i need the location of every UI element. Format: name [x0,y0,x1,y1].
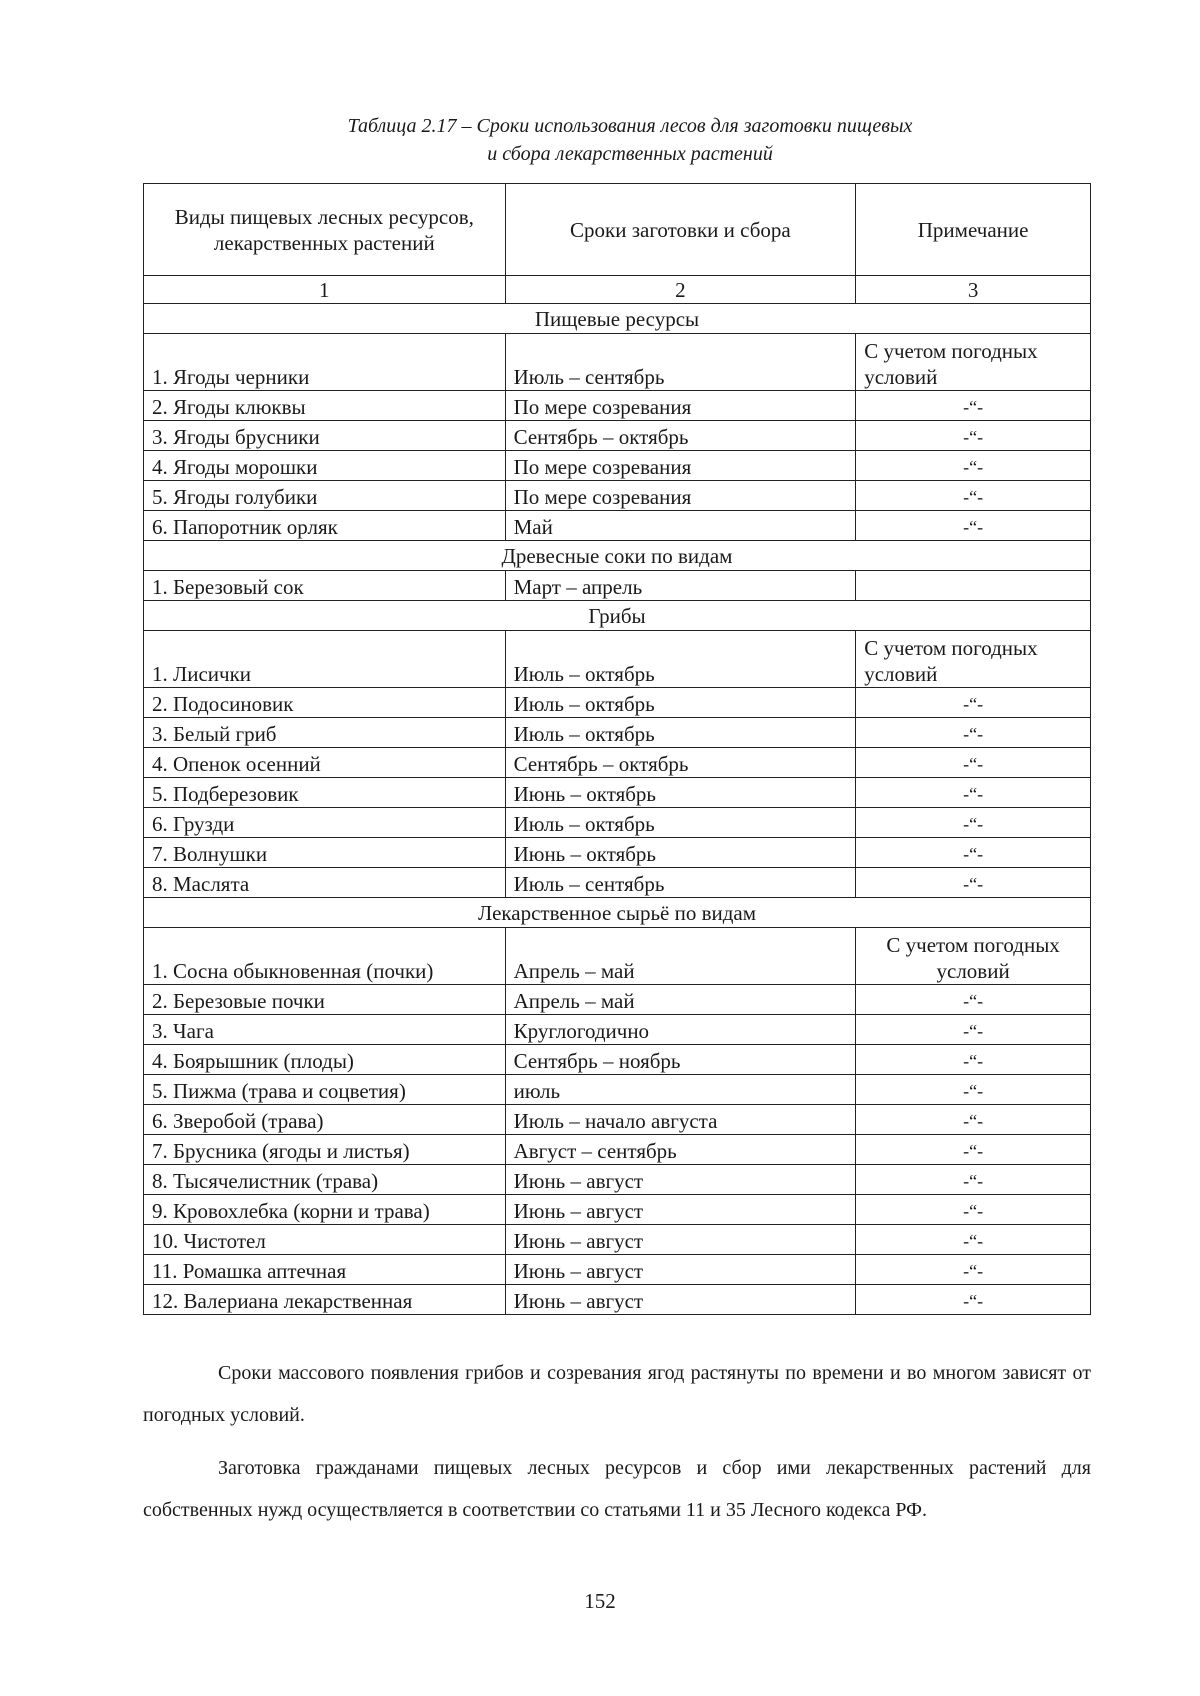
cell-note: С учетом погодных условий [856,631,1091,688]
section-title: Грибы [144,601,1091,631]
cell-period: Август – сентябрь [505,1135,856,1165]
section-title: Древесные соки по видам [144,541,1091,571]
cell-name: 5. Пижма (трава и соцветия) [144,1075,506,1105]
cell-period: По мере созревания [505,481,856,511]
table-row [144,1105,1091,1135]
cell-note: -“- [856,718,1091,748]
cell-period: Июль – октябрь [505,718,856,748]
table-row [144,1135,1091,1165]
cell-name: 2. Ягоды клюквы [144,391,506,421]
table-row [144,1045,1091,1075]
section-header-row [144,304,1091,334]
cell-name: 3. Чага [144,1015,506,1045]
cell-note: -“- [856,778,1091,808]
cell-period: Июль – начало августа [505,1105,856,1135]
cell-period: Июнь – октябрь [505,838,856,868]
table-caption [0,112,1200,168]
table-row [144,1225,1091,1255]
cell-name: 2. Березовые почки [144,985,506,1015]
table-row [144,778,1091,808]
cell-period: Апрель – май [505,928,856,985]
cell-period: Июнь – август [505,1255,856,1285]
cell-note: -“- [856,808,1091,838]
cell-period: Март – апрель [505,571,856,601]
paragraph-text: Сроки массового появления грибов и созревания ягод растянуты по времени и во многом зависят от погодных условий. [143,1362,1091,1426]
cell-note: С учетом погодных условий [856,334,1091,391]
cell-note: -“- [856,838,1091,868]
column-number: 3 [856,276,1091,304]
table-row [144,808,1091,838]
cell-name: 8. Маслята [144,868,506,898]
cell-note: -“- [856,985,1091,1015]
table-row [144,838,1091,868]
section-header-row [144,541,1091,571]
cell-name: 4. Опенок осенний [144,748,506,778]
cell-name: 3. Белый гриб [144,718,506,748]
column-number: 1 [144,276,506,304]
cell-period: Июнь – август [505,1285,856,1315]
cell-period: Апрель – май [505,985,856,1015]
cell-note: -“- [856,1255,1091,1285]
cell-note: -“- [856,1135,1091,1165]
header-cell-species: Виды пищевых лесных ресурсов, лекарственных растений [144,184,506,276]
cell-name: 5. Подберезовик [144,778,506,808]
cell-name: 4. Ягоды морошки [144,451,506,481]
cell-note: С учетом погодных условий [856,928,1091,985]
table-row [144,1015,1091,1045]
table-row [144,1075,1091,1105]
table-row [144,391,1091,421]
column-number: 2 [505,276,856,304]
caption-line-1: Таблица 2.17 – Сроки использования лесов для заготовки пищевых [347,115,913,137]
cell-name: 8. Тысячелистник (трава) [144,1165,506,1195]
table-row [144,928,1091,985]
cell-note: -“- [856,511,1091,541]
table-row [144,868,1091,898]
cell-note: -“- [856,1195,1091,1225]
cell-name: 10. Чистотел [144,1225,506,1255]
header-cell-note: Примечание [856,184,1091,276]
cell-note: -“- [856,451,1091,481]
table-row [144,481,1091,511]
table-row [144,718,1091,748]
table-row [144,1285,1091,1315]
header-cell-period: Сроки заготовки и сбора [505,184,856,276]
section-title: Лекарственное сырьё по видам [144,898,1091,928]
table-row [144,1255,1091,1285]
cell-name: 1. Березовый сок [144,571,506,601]
cell-period: Июль – сентябрь [505,868,856,898]
table-row [144,421,1091,451]
section-header-row [144,898,1091,928]
table-header-row [144,184,1091,276]
cell-name: 7. Волнушки [144,838,506,868]
section-header-row [144,601,1091,631]
cell-note [856,571,1091,601]
page-number: 152 [584,1589,616,1613]
cell-name: 5. Ягоды голубики [144,481,506,511]
table-row [144,1195,1091,1225]
cell-period: Июль – октябрь [505,688,856,718]
cell-note: -“- [856,748,1091,778]
column-number-row [144,276,1091,304]
cell-period: По мере созревания [505,391,856,421]
table-row [144,985,1091,1015]
table-row [144,631,1091,688]
cell-name: 6. Папоротник орляк [144,511,506,541]
cell-period: Июнь – август [505,1165,856,1195]
cell-name: 3. Ягоды брусники [144,421,506,451]
cell-name: 1. Сосна обыкновенная (почки) [144,928,506,985]
harvest-periods-table [143,183,1091,1315]
table-row [144,571,1091,601]
section-title: Пищевые ресурсы [144,304,1091,334]
cell-period: Июнь – август [505,1195,856,1225]
cell-name: 4. Боярышник (плоды) [144,1045,506,1075]
cell-name: 1. Ягоды черники [144,334,506,391]
cell-note: -“- [856,1015,1091,1045]
cell-period: Июль – октябрь [505,631,856,688]
cell-note: -“- [856,1165,1091,1195]
cell-note: -“- [856,1105,1091,1135]
cell-period: По мере созревания [505,451,856,481]
cell-name: 12. Валериана лекарственная [144,1285,506,1315]
cell-note: -“- [856,868,1091,898]
table-row [144,511,1091,541]
cell-note: -“- [856,1045,1091,1075]
cell-period: Май [505,511,856,541]
table-row [144,451,1091,481]
caption-line-2: и сбора лекарственных растений [487,143,773,165]
cell-note: -“- [856,688,1091,718]
cell-period: Июнь – октябрь [505,778,856,808]
cell-name: 9. Кровохлебка (корни и трава) [144,1195,506,1225]
paragraph-text: Заготовка гражданами пищевых лесных ресурсов и сбор ими лекарственных растений для собственных нужд осуществляется в соответствии со статьями 11 и 35 Лесного кодекса РФ. [143,1457,1091,1521]
cell-period: Июнь – август [505,1225,856,1255]
cell-period: Июль – сентябрь [505,334,856,391]
cell-name: 7. Брусника (ягоды и листья) [144,1135,506,1165]
cell-period: июль [505,1075,856,1105]
cell-note: -“- [856,1225,1091,1255]
cell-note: -“- [856,1285,1091,1315]
cell-period: Сентябрь – октябрь [505,748,856,778]
cell-period: Сентябрь – ноябрь [505,1045,856,1075]
table-row [144,748,1091,778]
table-row [144,688,1091,718]
cell-name: 2. Подосиновик [144,688,506,718]
cell-period: Сентябрь – октябрь [505,421,856,451]
table-row [144,334,1091,391]
paragraph-mass-appearance [143,1352,1091,1436]
cell-note: -“- [856,421,1091,451]
cell-note: -“- [856,391,1091,421]
cell-name: 6. Зверобой (трава) [144,1105,506,1135]
cell-name: 11. Ромашка аптечная [144,1255,506,1285]
cell-name: 1. Лисички [144,631,506,688]
cell-period: Июль – октябрь [505,808,856,838]
cell-note: -“- [856,1075,1091,1105]
paragraph-harvesting-law [143,1447,1091,1531]
cell-name: 6. Грузди [144,808,506,838]
table-row [144,1165,1091,1195]
cell-period: Круглогодично [505,1015,856,1045]
cell-note: -“- [856,481,1091,511]
